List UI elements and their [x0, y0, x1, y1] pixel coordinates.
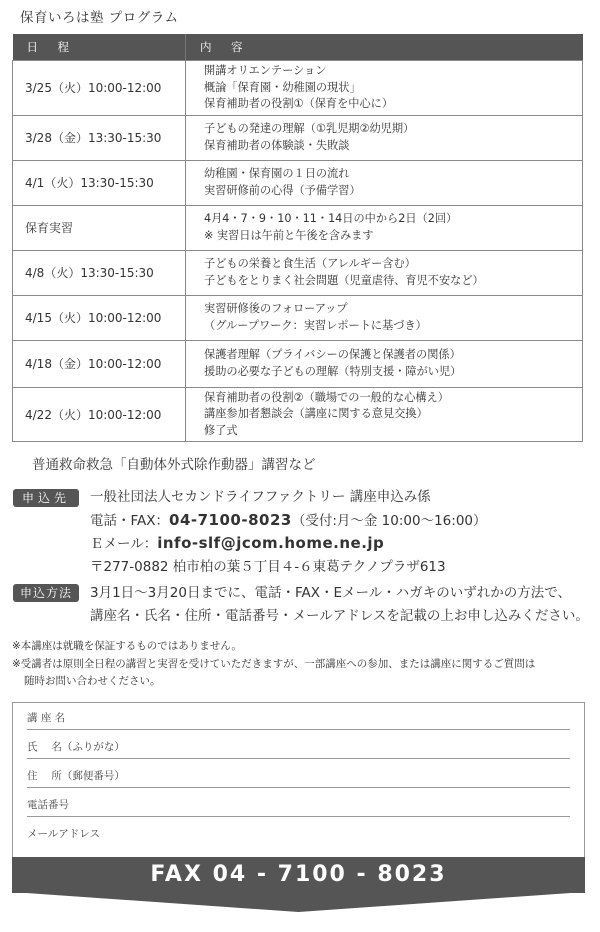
phone-line — [90, 509, 487, 533]
table-row — [13, 205, 583, 250]
apply-badge: 申込先 — [13, 489, 79, 507]
method-line-2: 講座名・氏名・住所・電話番号・メールアドレスを記載の上お申し込みください。 — [90, 608, 589, 624]
name-field[interactable] — [27, 736, 570, 759]
row-content — [186, 61, 583, 116]
page-title: 保育いろは塾 プログラム — [20, 10, 179, 26]
email-label-form: メールアドレス — [27, 828, 100, 840]
address-line: 〒277-0882 柏市柏の葉５丁目４-６東葛テクノプラザ613 — [90, 558, 446, 575]
note-attendance-line-2: 随時お問い合わせください。 — [24, 675, 161, 687]
table-row — [13, 250, 583, 295]
row-date: 4/22（火）10:00-12:00 — [13, 387, 186, 442]
course-name-field[interactable] — [27, 707, 570, 730]
content-line: 概論「保育園・幼稚園の現状」 — [204, 80, 361, 94]
method-line-1: 3月1日〜3月20日までに、電話・FAX・Eメール・ハガキのいずれかの方法で、 — [90, 585, 571, 601]
row-date: 4/8（火）13:30-15:30 — [13, 250, 186, 295]
row-date: 保育実習 — [13, 205, 186, 250]
content-line: 保育補助者の体験談・失敗談 — [204, 138, 350, 152]
header-content: 内 容 — [186, 34, 583, 61]
content-line: 実習研修後のフォローアップ — [204, 302, 348, 315]
method-badge: 申込方法 — [13, 584, 79, 602]
content-line: 講座参加者懇談会（講座に関する意見交換） — [204, 407, 428, 420]
email-field[interactable] — [27, 823, 570, 845]
note-no-guarantee: ※本講座は就職を保証するものではありません。 — [12, 640, 242, 652]
row-content — [186, 340, 583, 387]
content-line: 援助の必要な子どもの理解（特別支援・障がい児） — [204, 364, 462, 378]
office-hours: （受付:月〜金 10:00〜16:00） — [291, 512, 487, 529]
name-label: 氏 名（ふりがな） — [27, 741, 125, 753]
rescue-training-text: 普通救命救急「自動体外式除作動器」講習など — [32, 457, 316, 473]
row-date: 4/1（火）13:30-15:30 — [13, 160, 186, 205]
content-line: 保育補助者の役割②（職場での一般的な心構え） — [204, 390, 449, 404]
content-line: （グループワーク：実習レポートに基づき） — [204, 318, 427, 332]
row-date: 3/25（火）10:00-12:00 — [13, 61, 186, 116]
organization-name: 一般社団法人セカンドライフファクトリー 講座申込み係 — [90, 489, 431, 505]
fax-banner: FAX 04 - 7100 - 8023 — [12, 857, 585, 893]
table-row — [13, 295, 583, 340]
content-line: 子どもの栄養と食生活（アレルギー含む） — [204, 257, 416, 270]
email-label: Ｅメール： — [90, 536, 158, 552]
content-line: 子どもの発達の理解（①乳児期②幼児期） — [204, 122, 415, 135]
content-line: 修了式 — [204, 423, 238, 437]
header-date: 日 程 — [13, 34, 186, 61]
row-date: 4/18（金）10:00-12:00 — [13, 340, 186, 387]
content-line: 保育補助者の役割①（保育を中心に） — [204, 97, 394, 110]
table-row — [13, 340, 583, 387]
schedule-table — [12, 34, 583, 442]
content-line: 子どもをとりまく社会問題（児童虐待、育児不安など） — [204, 273, 484, 287]
row-date: 3/28（金）13:30-15:30 — [13, 115, 186, 160]
row-content — [186, 115, 583, 160]
schedule-header-row — [13, 34, 583, 61]
table-row — [13, 115, 583, 160]
row-content — [186, 387, 583, 442]
address-field[interactable] — [27, 765, 570, 788]
address-label: 住 所（郵便番号） — [27, 770, 125, 782]
content-line: 幼稚園・保育園の１日の流れ — [204, 167, 350, 180]
row-content — [186, 295, 583, 340]
row-content — [186, 205, 583, 250]
phone-field[interactable] — [27, 794, 570, 817]
table-row — [13, 160, 583, 205]
content-line: 開講オリエンテーション — [204, 64, 327, 77]
content-line: 保護者理解（プライバシーの保護と保護者の関係） — [204, 348, 461, 361]
table-row — [13, 61, 583, 116]
row-content — [186, 250, 583, 295]
note-attendance-line-1: ※受講者は原則全日程の講習と実習を受けていただきますが、一部講座への参加、または講座に関するご質問は — [12, 658, 536, 670]
note-attendance — [12, 656, 535, 690]
row-date: 4/15（火）10:00-12:00 — [13, 295, 186, 340]
course-name-label: 講 座 名 — [27, 712, 66, 724]
table-row — [13, 387, 583, 442]
phone-prefix: 電話・FAX： — [90, 512, 170, 529]
contact-block — [90, 486, 487, 578]
fax-banner-arrow — [12, 892, 585, 914]
email-link[interactable]: info-slf@jcom.home.ne.jp — [157, 534, 385, 552]
content-line: 4月4・7・9・10・11・14日の中から2日（2回） — [204, 212, 458, 225]
phone-number: 04-7100-8023 — [169, 510, 292, 529]
application-form — [12, 702, 585, 858]
phone-label: 電話番号 — [27, 799, 69, 811]
content-line: 実習研修前の心得（予備学習） — [204, 183, 361, 197]
email-line — [90, 532, 487, 556]
content-line: ※ 実習日は午前と午後を含みます — [204, 228, 374, 242]
row-content — [186, 160, 583, 205]
method-text — [90, 582, 589, 628]
